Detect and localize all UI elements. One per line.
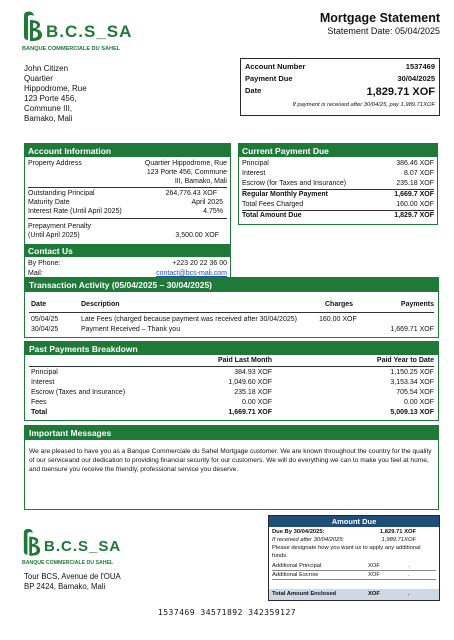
past-row-year: 3,153.34 XOF [390,379,434,386]
total-due-row [242,211,434,221]
due-by-label: Due By 30/04/2025: [272,529,325,535]
past-row-last: 0.00 XOF [242,399,272,406]
account-row-label: Maturity Date [28,199,70,206]
past-row-last: 1,049.60 XOF [228,379,272,386]
account-row-value: 264,776.43 XOF [165,190,217,197]
current-due-label: Principal [242,160,269,167]
past-row-label: Fees [31,399,47,406]
current-due-value: 8.07 XOF [404,170,434,177]
past-payments-header: Past Payments Breakdown [25,342,438,355]
account-row [28,207,227,219]
past-row-label: Escrow (Taxes and Insurance) [31,389,126,396]
additional-escrow-input[interactable]: . [408,572,410,578]
past-total-last: 1,669.71 XOF [228,409,272,416]
additional-principal-input[interactable]: . [408,563,410,569]
fees-value: 160.00 XOF [396,201,434,208]
footer-logo-mark: B.C.S_SA [44,538,122,555]
past-total-row [25,408,438,418]
property-address-label: Property Address [28,160,82,167]
summary-box [240,58,440,116]
transaction-row [25,326,438,336]
property-line: Quartier Hippodrome, Rue [144,160,227,167]
summary-due-row [245,74,435,86]
amount-due-box [268,515,440,601]
property-address-row [28,159,227,188]
total-enclosed-row [269,589,439,600]
past-row [25,398,438,408]
contact-header: Contact Us [25,244,230,257]
messages-box [24,425,439,510]
transaction-header: Transaction Activity (05/04/2025 – 30/04/2025) [25,278,438,292]
late-amount-row [272,536,436,544]
total-enclosed-input[interactable]: . [408,591,410,597]
transaction-charges: 160.00 XOF [319,316,357,323]
col-date: Date [31,301,47,308]
past-total-label: Total [31,409,48,416]
statement-title: Mortgage Statement [319,11,440,25]
property-address-value [145,159,227,186]
col-payments: Payments [400,301,434,308]
phone-label: By Phone: [28,260,61,267]
col-paid-year: Paid Year to Date [376,357,434,364]
date-label: Date [245,86,262,95]
current-due-value: 386.46 XOF [396,160,434,167]
bank-logo [22,10,142,58]
past-row-last: 235.18 XOF [234,389,272,396]
past-row-year: 705.54 XOF [396,389,434,396]
total-due-value: 1,829.7 XOF [394,212,434,219]
recipient-line: Hippodrome, Rue [24,84,87,93]
fees-label: Total Fees Charged [242,201,304,208]
additional-principal-label: Additional Principal [272,563,322,569]
additional-escrow-label: Additional Escrow [272,572,319,578]
total-enclosed-label: Total Amount Enclosed [272,591,337,597]
summary-account-row [245,62,435,74]
footer-address-line: Tour BCS, Avenue de l'OUA [24,572,121,581]
current-due-value: 235.18 XOF [396,180,434,187]
col-description: Description [81,301,120,308]
current-due-row [242,179,434,190]
property-line: III, Bamako, Mali [174,178,227,185]
due-by-value: 1,829.71 XOF [379,529,416,535]
total-due-label: Total Amount Due [242,212,302,219]
past-row [25,388,438,398]
mail-label: Mail: [28,270,43,277]
current-due-row [242,159,434,169]
statement-date: Statement Date: 05/04/2025 [327,26,440,36]
logo-b-icon [22,527,42,559]
account-row [28,198,227,207]
past-row-last: 384.93 XOF [234,369,272,376]
regular-payment-value: 1,669.7 XOF [394,191,434,198]
payment-due-value: 30/04/2025 [397,74,435,83]
past-row-label: Interest [31,379,55,386]
past-row [25,368,438,378]
past-payments-box [24,341,439,421]
current-payment-box [238,143,438,225]
summary-date-row [245,86,435,102]
current-due-label: Escrow (for Taxes and Insurance) [242,180,347,187]
recipient-address [24,64,87,124]
late-amount-value: 1,989.71XOF [381,537,416,543]
prepayment-label: Prepayment Penalty [28,223,92,230]
regular-payment-label: Regular Monthly Payment [242,191,328,198]
prepayment-row [28,222,227,240]
payment-due-label: Payment Due [245,74,293,83]
logo-mark: B.C.S_SA [46,22,133,41]
date-value: 1,829.71 XOF [366,86,435,98]
past-total-year: 5,009.13 XOF [390,409,434,416]
mail-link[interactable]: contact@bcs-mali.com [156,270,227,277]
regular-payment-row [242,190,434,200]
recipient-line: 123 Porte 456, [24,94,77,103]
prepayment-value: 3,500.00 XOF [175,232,219,239]
account-info-box [24,143,231,281]
account-row-value: 4.75% [203,208,223,215]
account-row-label: Outstanding Principal [28,190,95,197]
account-number-value: 1537469 [405,62,435,71]
late-amount-label: If received after 30/04/2025: [272,537,345,543]
additional-principal-row [272,562,436,571]
logo-subtitle: BANQUE COMMERCIALE DU SAHEL [22,46,121,52]
account-row-value: April 2025 [191,199,223,206]
due-by-row [272,528,436,536]
transaction-payments: 1,669.71 XOF [390,326,434,333]
transaction-date: 05/04/25 [31,316,59,323]
late-payment-note: If payment is received after 30/04/25, pay 1,989.71XOF [292,102,435,108]
transaction-row [25,316,438,326]
footer-address [24,572,121,592]
past-row-label: Principal [31,369,58,376]
past-row [25,378,438,388]
phone-value: +223 20 22 36 00 [172,260,227,267]
amount-due-header: Amount Due [269,516,439,527]
account-number-label: Account Number [245,62,306,71]
past-row-year: 1,150.25 XOF [390,369,434,376]
fees-row [242,200,434,211]
total-enclosed-unit: XOF [368,591,380,597]
transaction-date: 30/04/25 [31,326,59,333]
past-row-year: 0.00 XOF [404,399,434,406]
account-info-header: Account Information [25,144,230,157]
transaction-box [24,277,439,338]
recipient-line: Quartier [24,74,53,83]
footer-logo [22,527,132,571]
transaction-description: Late Fees (charged because payment was received after 30/04/2025) [81,316,297,323]
recipient-line: Bamako, Mali [24,114,73,123]
additional-escrow-unit: XOF [368,572,380,578]
additional-escrow-row [272,571,436,580]
current-due-label: Interest [242,170,266,177]
col-paid-last-month: Paid Last Month [217,357,272,364]
footer-address-line: BP 2424, Bamako, Mali [24,582,106,591]
messages-header: Important Messages [25,426,438,440]
current-payment-header: Current Payment Due [239,144,437,157]
additional-principal-unit: XOF [368,563,380,569]
property-line: 123 Porte 456, Commune [146,169,227,176]
account-row [28,189,227,198]
scan-code-line: 1537469 34571892 342359127 [157,608,297,617]
footer-logo-subtitle: BANQUE COMMERCIALE DU SAHEL [22,560,114,566]
col-charges: Charges [325,301,354,308]
messages-body: We are pleased to have you as a Banque Commerciale du Sahel Mortgage customer. We are known throughout the country for the quality of our serviceand our dedication to providing financial security for our customers. We will do everything we can to make you feel at home, and toensure you receive the friendly, professional service you deserve. [29,448,432,473]
logo-b-icon [22,10,44,44]
account-row-label: Interest Rate (Until April 2025) [28,208,122,215]
recipient-line: John Citizen [24,64,69,73]
transaction-description: Payment Received – Thank you [81,326,181,333]
additional-funds-note: Please designate how you want us to apply any additional funds. [272,545,421,559]
contact-phone-row [28,259,227,269]
recipient-line: Commune III, [24,104,73,113]
prepayment-sublabel: (Until April 2025) [28,232,80,239]
current-due-row [242,169,434,179]
